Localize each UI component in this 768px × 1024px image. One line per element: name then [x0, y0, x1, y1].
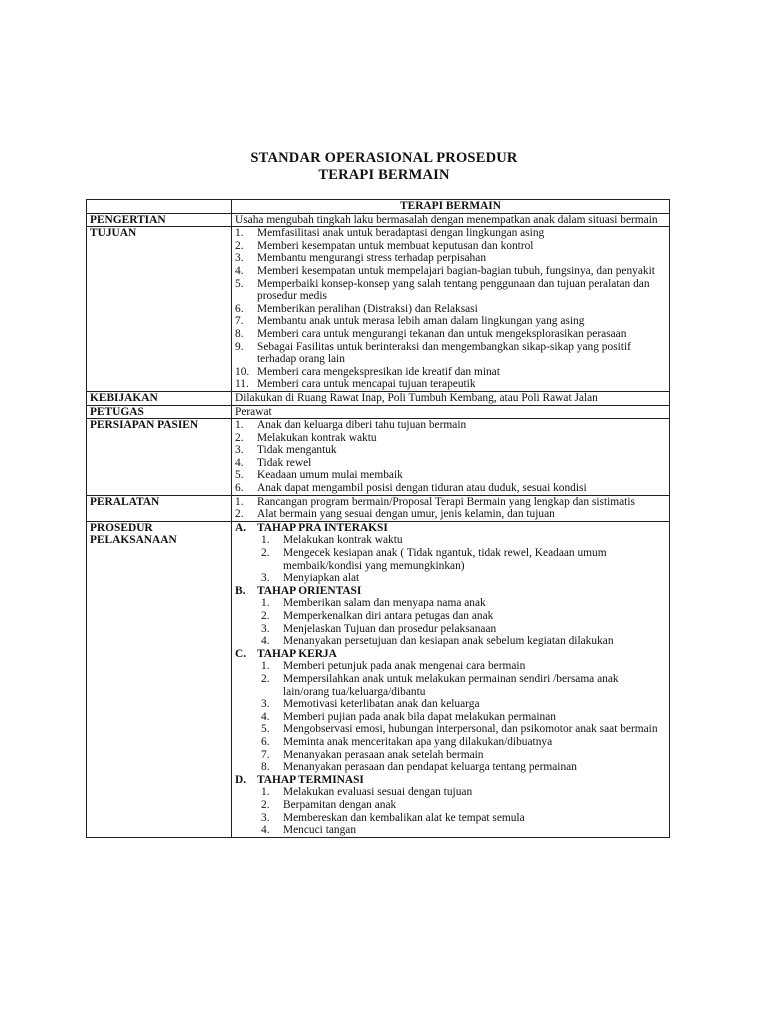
step-number: 5. [261, 723, 270, 736]
list-item-text: Memberi cara untuk mencapai tujuan terapeutik [257, 378, 476, 391]
step-text: Melakukan evaluasi sesuai dengan tujuan [283, 786, 473, 799]
row-tujuan [87, 227, 670, 392]
list-item-text: Keadaan umum mulai membaik [257, 469, 403, 482]
step-number: 1. [261, 786, 270, 799]
step-number: 4. [261, 710, 270, 723]
content-peralatan [232, 495, 670, 521]
list-item [235, 265, 666, 278]
list-item-text: Sebagai Fasilitas untuk berinteraksi dan mengembangkan sikap-sikap yang positif terhadap orang lain [257, 340, 631, 366]
section-steps [235, 534, 666, 584]
table-header-row [87, 200, 670, 214]
step-text: Memberi pujian pada anak bila dapat melakukan permainan [283, 710, 556, 723]
list-number: 1. [235, 495, 244, 508]
step-number: 4. [261, 635, 270, 648]
step-item [257, 698, 666, 711]
list-item [235, 227, 666, 240]
section-title: TAHAP KERJA [257, 647, 337, 660]
list-item [235, 278, 666, 303]
section-steps [235, 786, 666, 836]
step-number: 3. [261, 811, 270, 824]
step-item [257, 749, 666, 762]
list-item-text: Anak dapat mengambil posisi dengan tiduran atau duduk, sesuai kondisi [257, 482, 587, 495]
step-text: Memperkenalkan diri antara petugas dan anak [283, 610, 494, 622]
list-item-text: Membantu mengurangi stress terhadap perpisahan [257, 252, 487, 265]
persiapan-list [235, 419, 666, 495]
content-kebijakan: Dilakukan di Ruang Rawat Inap, Poli Tumbuh Kembang, atau Poli Rawat Jalan [232, 391, 670, 405]
list-item [235, 240, 666, 253]
step-number: 2. [261, 798, 270, 811]
step-number: 6. [261, 735, 270, 748]
list-item [235, 444, 666, 457]
step-text: Menanyakan perasaan anak setelah bermain [283, 748, 484, 761]
step-text: Mengecek kesiapan anak ( Tidak ngantuk, tidak rewel, Keadaan umum membaik/kondisi yang memungkinkan) [283, 547, 607, 572]
step-item [257, 824, 666, 837]
row-persiapan-pasien [87, 419, 670, 496]
list-item-text: Memperbaiki konsep-konsep yang salah tentang penggunaan dan tujuan peralatan dan prosedur medis [257, 277, 650, 303]
list-item [235, 496, 666, 509]
sop-table [86, 199, 670, 838]
section-heading [235, 585, 666, 598]
step-number: 2. [261, 672, 270, 685]
list-number: 11. [235, 378, 249, 391]
list-item-text: Memberi kesempatan untuk membuat keputusan dan kontrol [257, 239, 534, 252]
list-number: 1. [235, 419, 244, 432]
list-item-text: Memberi kesempatan untuk mempelajari bagian-bagian tubuh, fungsinya, dan penyakit [257, 264, 655, 277]
step-text: Membereskan dan kembalikan alat ke tempat semula [283, 811, 525, 824]
row-kebijakan [87, 391, 670, 405]
list-item-text: Membantu anak untuk merasa lebih aman dalam lingkungan yang asing [257, 315, 585, 328]
list-number: 10. [235, 365, 250, 378]
step-item [257, 635, 666, 648]
section-letter: D. [235, 773, 247, 786]
step-item [257, 711, 666, 724]
content-tujuan [232, 227, 670, 392]
step-item [257, 723, 666, 736]
list-number: 7. [235, 315, 244, 328]
document-title: STANDAR OPERASIONAL PROSEDUR [250, 150, 518, 166]
list-item-text: Tidak mengantuk [257, 444, 337, 457]
step-item [257, 786, 666, 799]
list-item-text: Memberi cara mengekspresikan ide kreatif dan minat [257, 365, 500, 378]
step-text: Menanyakan perasaan dan pendapat keluarga tentang permainan [283, 761, 577, 774]
step-item [257, 623, 666, 636]
step-number: 2. [261, 610, 270, 622]
label-prosedur-line1: PROSEDUR [90, 521, 153, 534]
step-text: Memberikan salam dan menyapa nama anak [283, 597, 486, 610]
table-header: TERAPI BERMAIN [232, 200, 670, 214]
list-item-text: Rancangan program bermain/Proposal Terapi Bermain yang lengkap dan sistimatis [257, 495, 635, 508]
content-prosedur-pelaksanaan [232, 521, 670, 837]
header-empty-cell [87, 200, 232, 214]
label-prosedur-pelaksanaan [87, 521, 232, 837]
list-item-text: Tidak rewel [257, 456, 312, 469]
step-number: 2. [261, 547, 270, 560]
step-number: 1. [261, 660, 270, 673]
list-number: 4. [235, 456, 244, 469]
step-number: 3. [261, 572, 270, 585]
step-number: 1. [261, 534, 270, 547]
section-letter: C. [235, 647, 247, 660]
list-item-text: Memberikan peralihan (Distraksi) dan Relaksasi [257, 302, 478, 315]
tujuan-list [235, 227, 666, 391]
list-number: 3. [235, 252, 244, 265]
list-number: 5. [235, 469, 244, 482]
content-persiapan-pasien [232, 419, 670, 496]
step-item [257, 761, 666, 774]
list-number: 6. [235, 482, 244, 495]
step-number: 7. [261, 748, 270, 761]
section-steps [235, 660, 666, 773]
content-petugas: Perawat [232, 405, 670, 419]
list-item [235, 341, 666, 366]
step-text: Melakukan kontrak waktu [283, 534, 403, 547]
step-item [257, 673, 666, 698]
step-number: 1. [261, 597, 270, 610]
list-number: 4. [235, 264, 244, 277]
step-text: Mempersilahkan anak untuk melakukan permainan sendiri /bersama anak lain/orang tua/keluarga/dibantu [283, 672, 619, 698]
label-tujuan: TUJUAN [87, 227, 232, 392]
step-text: Menjelaskan Tujuan dan prosedur pelaksanaan [283, 622, 497, 635]
list-number: 1. [235, 227, 244, 240]
list-number: 2. [235, 508, 244, 521]
section-title: TAHAP TERMINASI [257, 773, 364, 786]
step-number: 3. [261, 698, 270, 711]
label-prosedur-line2: PELAKSANAAN [90, 534, 177, 547]
step-text: Menyiapkan alat [283, 572, 360, 585]
list-item [235, 419, 666, 432]
list-number: 6. [235, 302, 244, 315]
step-item [257, 610, 666, 623]
section-title: TAHAP ORIENTASI [257, 584, 362, 597]
step-item [257, 597, 666, 610]
row-peralatan [87, 495, 670, 521]
section-steps [235, 597, 666, 647]
list-item [235, 432, 666, 445]
row-pengertian [87, 213, 670, 227]
step-text: Menanyakan persetujuan dan kesiapan anak sebelum kegiatan dilakukan [283, 635, 614, 648]
row-petugas [87, 405, 670, 419]
list-item [235, 303, 666, 316]
step-text: Mencuci tangan [283, 824, 357, 837]
label-petugas: PETUGAS [87, 405, 232, 419]
list-number: 3. [235, 444, 244, 457]
list-item-text: Alat bermain yang sesuai dengan umur, jenis kelamin, dan tujuan [257, 508, 555, 521]
list-item-text: Melakukan kontrak waktu [257, 431, 377, 444]
step-text: Berpamitan dengan anak [283, 798, 397, 811]
list-item [235, 457, 666, 470]
step-item [257, 572, 666, 585]
list-item [235, 252, 666, 265]
list-item-text: Memfasilitasi anak untuk beradaptasi dengan lingkungan asing [257, 227, 545, 240]
step-item [257, 534, 666, 547]
section-heading [235, 522, 666, 535]
list-item [235, 378, 666, 391]
list-item [235, 315, 666, 328]
list-item [235, 366, 666, 379]
step-item [257, 660, 666, 673]
label-persiapan-pasien: PERSIAPAN PASIEN [87, 419, 232, 496]
step-item [257, 736, 666, 749]
step-number: 4. [261, 824, 270, 837]
list-item [235, 469, 666, 482]
list-item-text: Memberi cara untuk mengurangi tekanan dan untuk mengeksplorasikan perasaan [257, 327, 627, 340]
step-text: Meminta anak menceritakan apa yang dilakukan/dibuatnya [283, 735, 553, 748]
list-item [235, 482, 666, 495]
list-item-text: Anak dan keluarga diberi tahu tujuan bermain [257, 419, 467, 432]
step-item [257, 547, 666, 572]
label-pengertian: PENGERTIAN [87, 213, 232, 227]
list-item [235, 328, 666, 341]
step-number: 8. [261, 761, 270, 774]
section-heading [235, 774, 666, 787]
label-kebijakan: KEBIJAKAN [87, 391, 232, 405]
row-prosedur-pelaksanaan [87, 521, 670, 837]
step-text: Memberi petunjuk pada anak mengenai cara bermain [283, 660, 526, 673]
list-number: 2. [235, 239, 244, 252]
list-number: 2. [235, 431, 244, 444]
label-peralatan: PERALATAN [87, 495, 232, 521]
content-pengertian: Usaha mengubah tingkah laku bermasalah dengan menempatkan anak dalam situasi bermain [232, 213, 670, 227]
section-letter: A. [235, 521, 247, 534]
step-text: Memotivasi keterlibatan anak dan keluarga [283, 698, 480, 711]
section-letter: B. [235, 584, 246, 597]
document-subtitle: TERAPI BERMAIN [318, 167, 450, 183]
step-number: 3. [261, 622, 270, 635]
section-title: TAHAP PRA INTERAKSI [257, 521, 388, 534]
list-number: 9. [235, 340, 244, 353]
list-number: 8. [235, 327, 244, 340]
step-item [257, 812, 666, 825]
section-heading [235, 648, 666, 661]
step-text: Mengobservasi emosi, hubungan interpersonal, dan psikomotor anak saat bermain [283, 723, 658, 736]
peralatan-list [235, 496, 666, 521]
list-number: 5. [235, 277, 244, 290]
list-item [235, 508, 666, 521]
step-item [257, 799, 666, 812]
